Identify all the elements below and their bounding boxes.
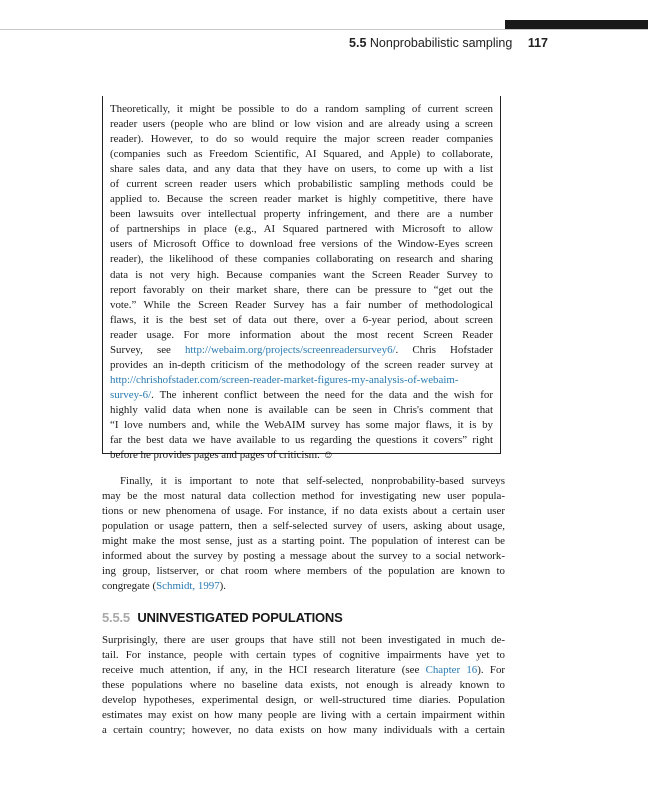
box-line: of current screen reader users which probabilistic sampling methods could be (110, 178, 493, 191)
box-line: users of Microsoft Office to download free versions of the Window-Eyes screen (110, 238, 493, 251)
paragraph-line: informed about the survey by posting a message about the survey to a social network- (102, 550, 505, 563)
page-number: 117 (527, 36, 548, 50)
header-rule (0, 29, 648, 30)
section-heading (102, 610, 343, 625)
box-line: report favorably on their market share, there can be pressure to “get out the (110, 283, 493, 296)
section-title: UNINVESTIGATED POPULATIONS (137, 610, 343, 625)
box-line: reader), the likelihood of these companies collaborating on research and sharing (110, 253, 493, 266)
paragraph-line: might make the most sense, just as a starting point. The population of interest can be (102, 535, 505, 548)
paragraph-line: tions or new phenomena of usage. For instance, if no data exists about a certain user (102, 505, 505, 518)
schmidt-1997-citation-link[interactable]: Schmidt, 1997 (156, 580, 220, 593)
paragraph-line: Surprisingly, there are user groups that have still not been investigated in much de- (102, 634, 505, 646)
box-line: reader). However, to do so would require the major screen reader companies (110, 133, 493, 146)
paragraph-line: develop hypotheses, experimental design, or well-structured time diaries. Population (102, 694, 505, 707)
paragraph-line: may be the most natural data collection method for investigating new user popula- (102, 490, 505, 503)
box-line: Theoretically, it might be possible to do a random sampling of current screen (110, 103, 493, 115)
paragraph-uninvestigated-populations (102, 633, 505, 738)
paragraph-line: tail. For instance, people with certain types of cognitive impairments have yet to (102, 649, 505, 662)
box-line: provides an in-depth criticism of the methodology of the screen reader survey at (110, 358, 493, 371)
header-accent-bar (505, 20, 648, 29)
box-line: highly valid data when none is available can be seen in Chris's comment that (110, 403, 493, 416)
running-head-section-title: Nonprobabilistic sampling (369, 36, 513, 50)
paragraph-self-selected-surveys (102, 474, 505, 594)
box-line (110, 373, 493, 388)
chapter-16-link[interactable]: Chapter 16 (425, 664, 478, 677)
screenreader-survey-link[interactable]: http://webaim.org/projects/screenreadersurvey6/ (184, 343, 396, 356)
paragraph-line: ing group, listserver, or chat room where members of the population are known to (102, 565, 505, 578)
box-line: share sales data, and any data that they have on users, to come up with a list (110, 163, 493, 176)
box-line: of partnerships in place (e.g., AI Squared partnered with Microsoft to allow (110, 223, 493, 236)
box-line: (companies such as Freedom Scientific, AI Squared, and Apple) to collaborate, (110, 148, 493, 161)
box-line: reader usage. For more information about the most recent Screen Reader (110, 328, 493, 341)
box-line: survey-6/. The inherent conflict between the need for the data and the wish for (110, 388, 493, 401)
paragraph-line: population or usage pattern, then a self-selected survey of users, asking about usage, (102, 520, 505, 533)
paragraph-line: Finally, it is important to note that self-selected, nonprobability-based surveys (120, 475, 505, 487)
running-head (300, 36, 548, 50)
sidebar-box (102, 96, 501, 462)
paragraph-line: estimates may exist on how many people are living with a certain impairment within (102, 709, 505, 722)
paragraph-line: congregate (Schmidt, 1997). (102, 580, 227, 593)
hofstader-link[interactable]: http://chrishofstader.com/screen-reader-market-figures-my-analysis-of-webaim- (110, 373, 459, 386)
box-line: data is not very high. Because companies want the Screen Reader Survey to (110, 268, 493, 281)
box-line: been lawsuits over intellectual property infringement, and there are a number (110, 208, 493, 221)
box-line: flaws, it is the best set of data out there, over a 6-year period, about screen (110, 313, 493, 326)
box-line: applied to. Because the screen reader market is highly competitive, there have (110, 193, 493, 206)
box-line: reader users (people who are blind or low vision and are already using a screen (110, 118, 493, 131)
paragraph-line: receive much attention, if any, in the HCI research literature (see Chapter 16). For (102, 664, 506, 677)
box-line: Survey, see http://webaim.org/projects/screenreadersurvey6/. Chris Hofstader (110, 343, 493, 356)
box-line: “I love numbers and, while the WebAIM survey has some major flaws, it is by (110, 418, 493, 431)
hofstader-link-continued[interactable]: survey-6/ (110, 388, 152, 401)
paragraph-line: a certain country; however, no data exists on how many individuals with a certain (102, 724, 505, 737)
box-line: before he provides pages and pages of criticism. ☺ (110, 449, 334, 462)
box-line: far the best data we have available to us regarding the questions it covers” right (110, 434, 493, 447)
paragraph-line: these populations where no baseline data exists, not enough is already known to (102, 679, 505, 692)
section-number: 5.5.5 (102, 610, 130, 625)
box-line: vote.” While the Screen Reader Survey has a fair number of methodological (110, 298, 493, 311)
running-head-section-number: 5.5 (349, 36, 367, 50)
